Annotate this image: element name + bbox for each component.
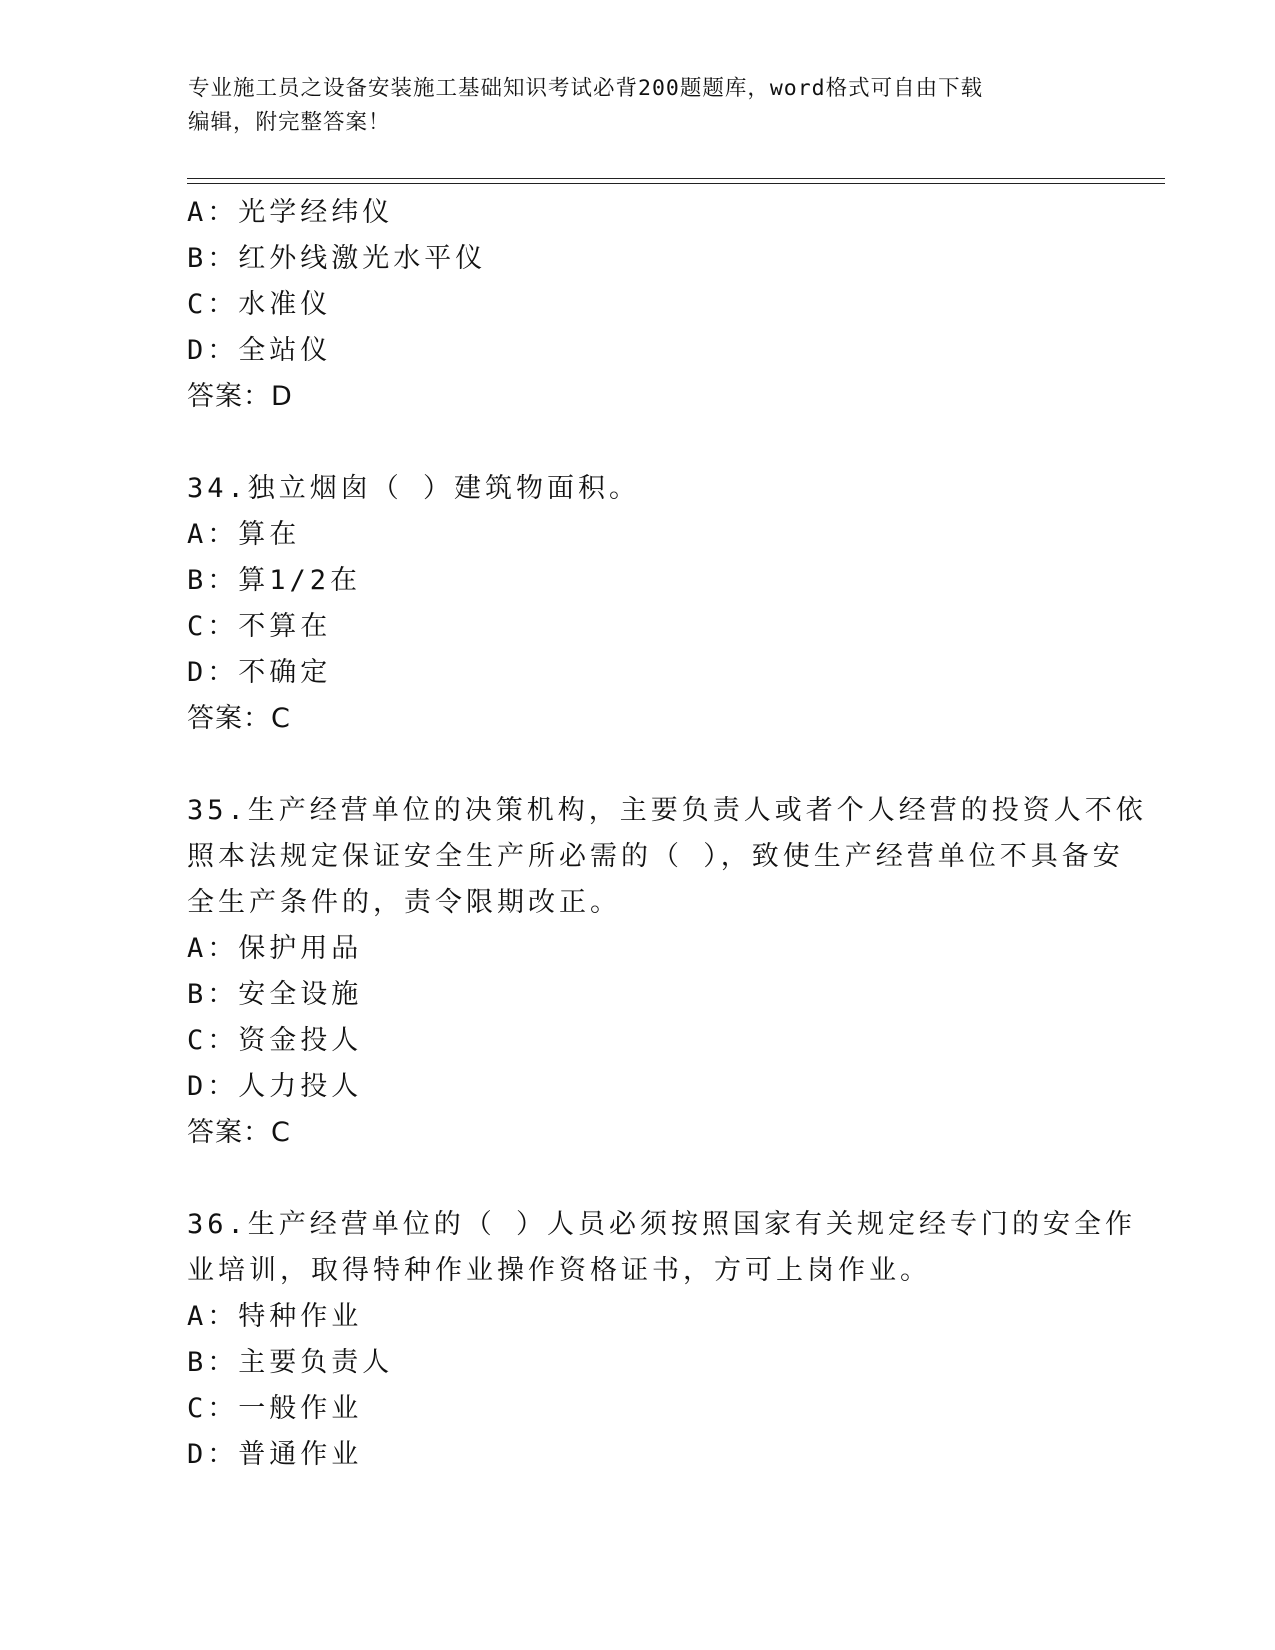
option-c: C：不算在 bbox=[187, 611, 332, 642]
header-line-2: 编辑，附完整答案！ bbox=[188, 110, 391, 135]
question-text: 34.独立烟囱（ ）建筑物面积。 bbox=[187, 473, 641, 504]
question-text: 全生产条件的，责令限期改正。 bbox=[187, 887, 621, 918]
document-header bbox=[188, 72, 1088, 140]
option-b: B：安全设施 bbox=[187, 979, 363, 1010]
option-d: D：不确定 bbox=[187, 657, 332, 688]
answer: 答案：C bbox=[187, 703, 291, 734]
answer: 答案：D bbox=[187, 381, 293, 412]
option-c: C：一般作业 bbox=[187, 1393, 363, 1424]
question-block-34 bbox=[187, 466, 1087, 742]
option-a: A：算在 bbox=[187, 519, 301, 550]
question-text: 35.生产经营单位的决策机构，主要负责人或者个人经营的投资人不依 bbox=[187, 795, 1147, 826]
question-block-33 bbox=[187, 190, 1087, 420]
option-b: B：主要负责人 bbox=[187, 1347, 394, 1378]
option-a: A：光学经纬仪 bbox=[187, 197, 394, 228]
question-text: 照本法规定保证安全生产所必需的（ ），致使生产经营单位不具备安 bbox=[187, 841, 1124, 872]
option-c: C：资金投人 bbox=[187, 1025, 363, 1056]
spacer bbox=[187, 742, 1087, 788]
question-content bbox=[187, 190, 1147, 1478]
question-block-36 bbox=[187, 1202, 1137, 1478]
option-a: A：保护用品 bbox=[187, 933, 363, 964]
option-b: B：算1/2在 bbox=[187, 565, 362, 596]
header-divider-top bbox=[187, 178, 1165, 179]
option-d: D：人力投人 bbox=[187, 1071, 363, 1102]
option-b: B：红外线激光水平仪 bbox=[187, 243, 487, 274]
question-text: 36.生产经营单位的（ ）人员必须按照国家有关规定经专门的安全作 bbox=[187, 1209, 1137, 1240]
question-block-35 bbox=[187, 788, 1147, 1156]
spacer bbox=[187, 420, 1087, 466]
question-text: 业培训，取得特种作业操作资格证书，方可上岗作业。 bbox=[187, 1255, 931, 1286]
option-d: D：全站仪 bbox=[187, 335, 332, 366]
option-d: D：普通作业 bbox=[187, 1439, 363, 1470]
option-a: A：特种作业 bbox=[187, 1301, 363, 1332]
answer: 答案：C bbox=[187, 1117, 291, 1148]
option-c: C：水准仪 bbox=[187, 289, 332, 320]
spacer bbox=[187, 1156, 1087, 1202]
header-line-1: 专业施工员之设备安装施工基础知识考试必背200题题库，word格式可自由下载 bbox=[188, 76, 984, 101]
header-divider-bottom bbox=[187, 183, 1165, 184]
